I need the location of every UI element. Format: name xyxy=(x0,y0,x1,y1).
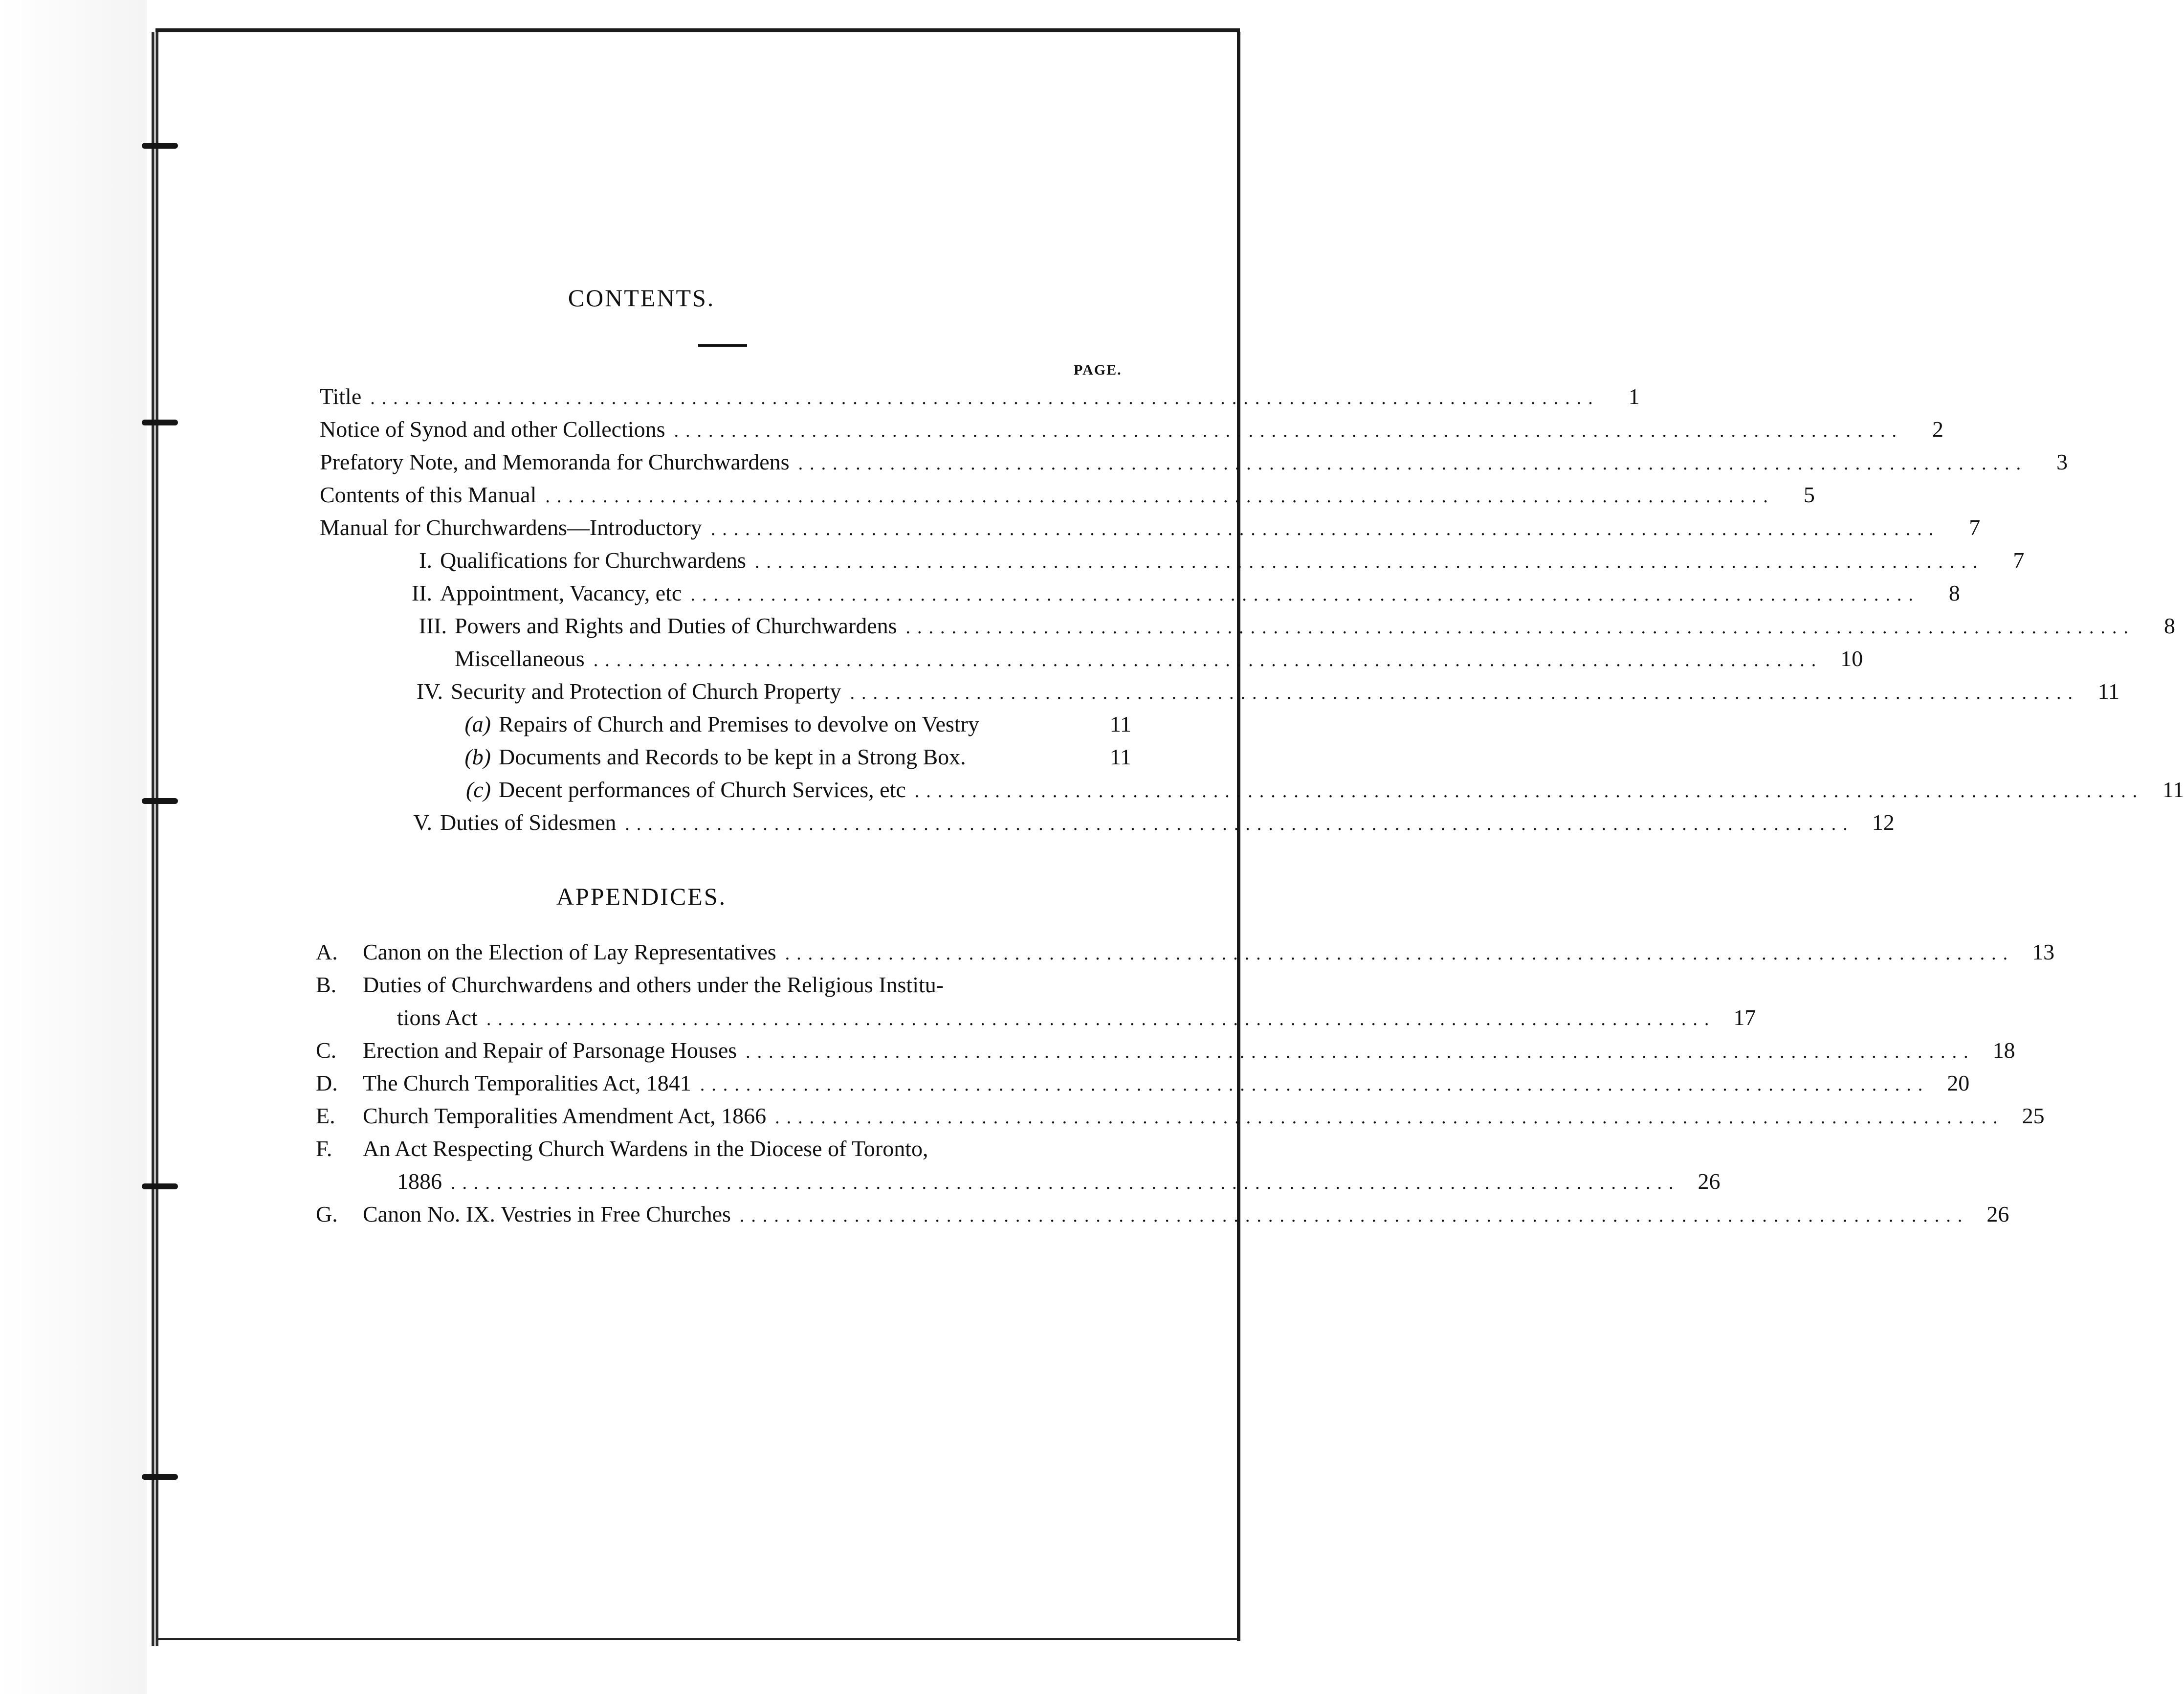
toc-entry-label: Security and Protection of Church Property xyxy=(451,679,841,704)
toc-entry-number: III. xyxy=(419,613,447,638)
leader-dots: ........................................................................................................... xyxy=(798,453,2028,474)
leader-dots: ........................................................................................................... xyxy=(739,1205,1969,1226)
toc-entry-label: Title xyxy=(320,384,362,409)
leader-dots: ........................................................................................................... xyxy=(674,421,1903,441)
toc-entry-label: Prefatory Note, and Memoranda for Churchwardens xyxy=(320,449,790,474)
appendix-entry-e[interactable] xyxy=(316,1100,2045,1132)
appendix-entry-g[interactable] xyxy=(316,1198,2009,1230)
toc-entry-miscellaneous[interactable] xyxy=(455,643,1863,675)
appendix-entry-f-continuation[interactable] xyxy=(397,1165,1721,1198)
appendix-label: An Act Respecting Church Wardens in the Diocese of Toronto, xyxy=(363,1136,928,1161)
toc-entry-number: (b) xyxy=(464,744,491,769)
leader-dots: ........................................................................................................... xyxy=(593,650,1823,670)
leader-dots: ........................................................................................................... xyxy=(486,1009,1716,1029)
toc-entry-label: Qualifications for Churchwardens xyxy=(440,548,746,573)
toc-page-number: 11 xyxy=(2162,777,2184,802)
toc-entry-section-iv[interactable] xyxy=(386,675,2119,708)
toc-page-number: 8 xyxy=(1948,580,1960,605)
leader-dots: ........................................................................................................... xyxy=(775,1107,2005,1128)
binding-stitch xyxy=(142,1183,178,1189)
binding-stitch xyxy=(142,420,178,425)
toc-entry-title[interactable] xyxy=(320,380,1640,413)
appendix-letter: A. xyxy=(316,939,338,964)
appendix-label: Duties of Churchwardens and others under the Religious Institu- xyxy=(363,972,944,997)
toc-page-number: 11 xyxy=(1109,744,1131,769)
appendix-page-number: 26 xyxy=(1698,1169,1721,1194)
appendix-page-number: 17 xyxy=(1733,1005,1756,1030)
leader-dots: ........................................................................................................... xyxy=(370,388,1600,408)
page-edge-bottom xyxy=(155,1638,1240,1640)
appendix-page-number: 20 xyxy=(1947,1070,1970,1095)
page-column-label: PAGE. xyxy=(1074,362,1122,378)
toc-entry-number: (a) xyxy=(464,712,491,736)
toc-entry-manual-introductory[interactable] xyxy=(320,512,1981,544)
toc-entry-label: Appointment, Vacancy, etc xyxy=(440,580,682,605)
appendix-label: Canon on the Election of Lay Representatives xyxy=(363,939,776,964)
toc-page-number: 12 xyxy=(1872,810,1895,835)
binding-stitch xyxy=(142,798,178,804)
toc-entry-subsection-c[interactable] xyxy=(450,774,2184,806)
toc-page-number: 11 xyxy=(1109,712,1131,736)
toc-page-number: 2 xyxy=(1932,417,1943,442)
appendix-letter: B. xyxy=(316,972,337,997)
toc-entry-label: Manual for Churchwardens—Introductory xyxy=(320,515,702,540)
toc-page-number: 8 xyxy=(2164,613,2176,638)
toc-page-number: 7 xyxy=(2013,548,2025,573)
appendix-letter: E. xyxy=(316,1103,335,1128)
appendix-entry-b-continuation[interactable] xyxy=(397,1002,1756,1034)
leader-dots: ........................................................................................................... xyxy=(914,781,2144,802)
toc-page-number: 1 xyxy=(1628,384,1640,409)
appendix-entry-b[interactable] xyxy=(316,969,1122,1001)
appendix-entry-c[interactable] xyxy=(316,1034,2015,1067)
appendix-label: Erection and Repair of Parsonage Houses xyxy=(363,1038,737,1063)
appendix-page-number: 26 xyxy=(1986,1202,2009,1226)
leader-dots: ........................................................................................................... xyxy=(625,814,1854,834)
toc-entry-number: II. xyxy=(411,580,432,605)
toc-entry-label: Duties of Sidesmen xyxy=(440,810,617,835)
appendix-letter: G. xyxy=(316,1202,338,1226)
appendix-label: Church Temporalities Amendment Act, 1866 xyxy=(363,1103,767,1128)
contents-heading: CONTENTS. xyxy=(568,284,715,312)
appendix-letter: D. xyxy=(316,1070,338,1095)
toc-entry-number: IV. xyxy=(416,679,443,704)
toc-entry-label: Miscellaneous xyxy=(455,646,585,671)
leader-dots: ........................................................................................................... xyxy=(451,1173,1680,1193)
toc-entry-label: Documents and Records to be kept in a Strong Box. xyxy=(499,744,966,769)
toc-entry-notice-of-synod[interactable] xyxy=(320,413,1943,446)
toc-entry-contents[interactable] xyxy=(320,479,1815,511)
appendix-label-continuation: 1886 xyxy=(397,1169,442,1194)
toc-entry-prefatory-note[interactable] xyxy=(320,446,2068,478)
toc-page-number: 3 xyxy=(2056,449,2068,474)
appendix-page-number: 18 xyxy=(1992,1038,2015,1063)
toc-entry-label: Decent performances of Church Services, etc xyxy=(499,777,906,802)
appendix-entry-a[interactable] xyxy=(316,936,2055,968)
appendix-label: Canon No. IX. Vestries in Free Churches xyxy=(363,1202,731,1226)
leader-dots: ........................................................................................................... xyxy=(710,519,1941,539)
toc-entry-section-ii[interactable] xyxy=(386,577,1960,609)
appendix-page-number: 13 xyxy=(2032,939,2055,964)
appendix-label-continuation: tions Act xyxy=(397,1005,478,1030)
leader-dots: ........................................................................................................... xyxy=(700,1074,1930,1095)
binding-stitch xyxy=(142,143,178,149)
appendix-entry-f[interactable] xyxy=(316,1133,1122,1165)
toc-entry-section-i[interactable] xyxy=(386,544,2025,577)
appendix-entry-d[interactable] xyxy=(316,1067,1970,1099)
appendices-heading: APPENDICES. xyxy=(556,883,727,910)
toc-entry-section-v[interactable] xyxy=(386,806,1895,839)
appendix-letter: C. xyxy=(316,1038,337,1063)
toc-entry-number: (c) xyxy=(465,777,491,802)
leader-dots: ........................................................................................................... xyxy=(690,584,1920,605)
toc-entry-section-iii[interactable] xyxy=(386,610,2176,642)
page-edge-top xyxy=(155,28,1240,32)
appendix-label: The Church Temporalities Act, 1841 xyxy=(363,1070,691,1095)
toc-entry-label: Notice of Synod and other Collections xyxy=(320,417,665,442)
toc-entry-label: Contents of this Manual xyxy=(320,482,537,507)
heading-rule xyxy=(698,344,747,347)
leader-dots: ........................................................................................................... xyxy=(905,617,2136,638)
toc-entry-number: V. xyxy=(413,810,432,835)
binding-spine xyxy=(152,32,159,1646)
appendix-letter: F. xyxy=(316,1136,332,1161)
toc-page-number: 11 xyxy=(2097,679,2119,704)
toc-page-number: 5 xyxy=(1803,482,1815,507)
appendix-page-number: 25 xyxy=(2022,1103,2045,1128)
toc-entry-subsection-a[interactable] xyxy=(450,708,1131,740)
binding-margin xyxy=(0,0,147,1694)
leader-dots: ........................................................................................................... xyxy=(785,943,2015,964)
toc-entry-number: I. xyxy=(419,548,432,573)
toc-entry-label: Repairs of Church and Premises to devolve on Vestry xyxy=(499,712,979,736)
toc-entry-label: Powers and Rights and Duties of Churchwardens xyxy=(455,613,897,638)
toc-page-number: 10 xyxy=(1840,646,1863,671)
leader-dots: ........................................................................................................... xyxy=(746,1042,1975,1062)
toc-page-number: 7 xyxy=(1969,515,1981,540)
binding-stitch xyxy=(142,1474,178,1480)
leader-dots: ........................................................................................................... xyxy=(754,552,1985,572)
leader-dots: ........................................................................................................... xyxy=(850,683,2079,703)
leader-dots: ........................................................................................................... xyxy=(545,486,1775,507)
toc-entry-subsection-b[interactable] xyxy=(450,741,1131,773)
